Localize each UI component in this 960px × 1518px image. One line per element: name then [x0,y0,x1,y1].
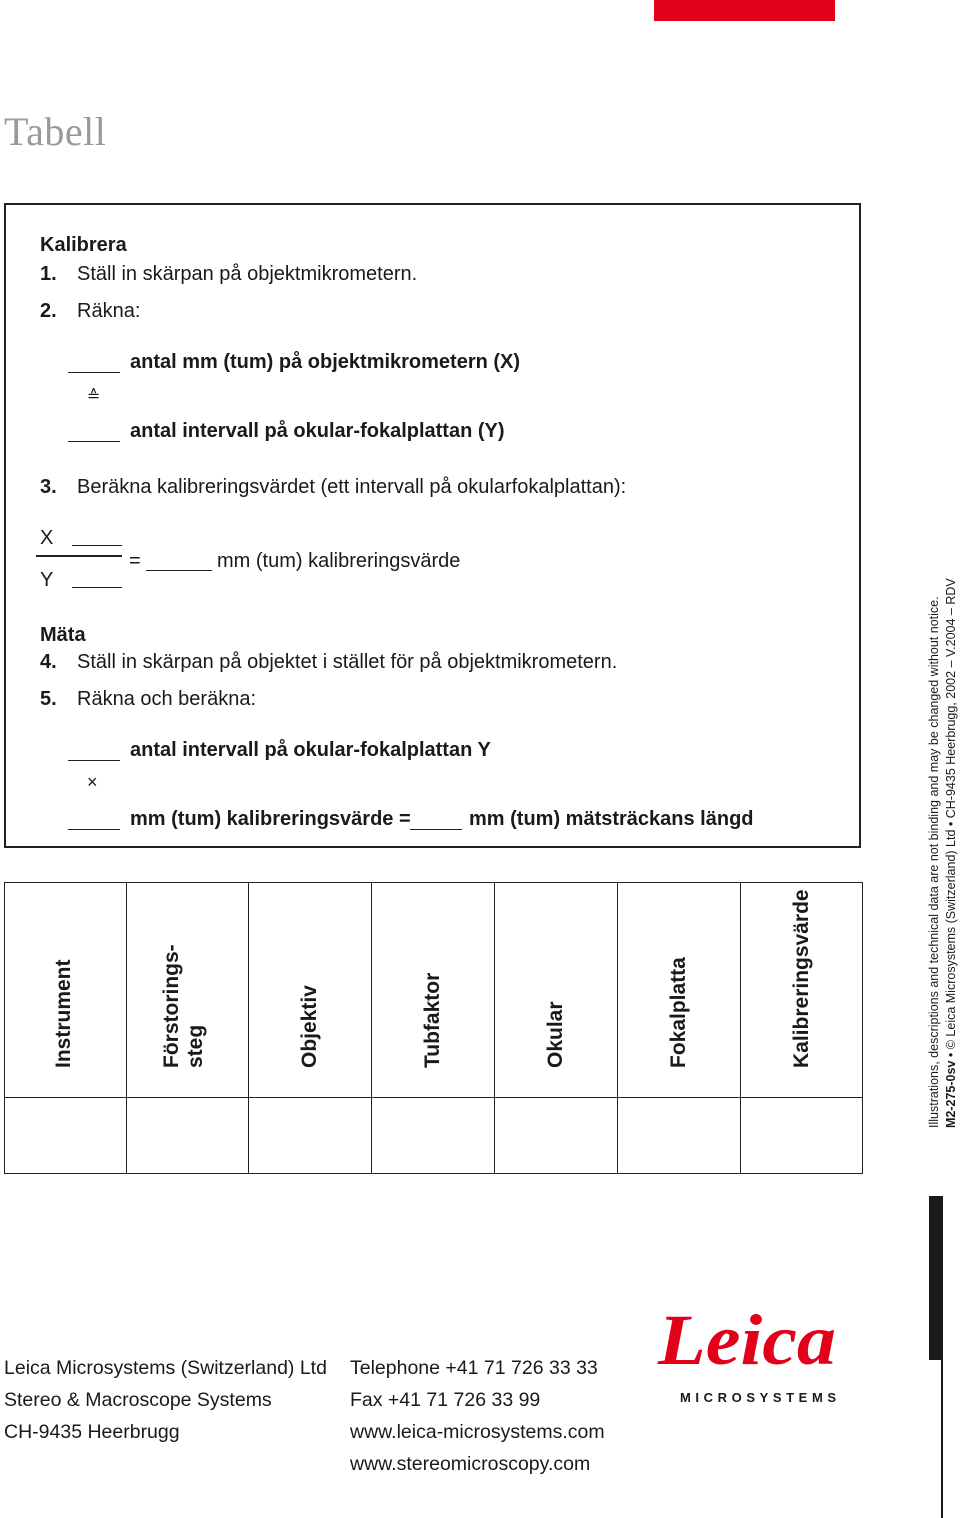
measure-calibration-label: mm (tum) kalibreringsvärde = [130,808,411,830]
line-y-label: antal intervall på okular-fokalplattan (Y) [130,420,505,442]
step-5-text: Räkna och beräkna: [77,688,257,710]
legal-disclaimer: Illustrations, descriptions and technical data are not binding and may be changed without notice. [927,596,941,1128]
column-divider [371,882,372,1174]
blank-x-count [68,372,120,373]
column-header-objective: Objektiv [298,985,321,1068]
equals-sign: = [129,550,141,572]
address-line: CH-9435 Heerbrugg [4,1421,180,1443]
calibrate-heading: Kalibrera [40,234,127,256]
logo-subtitle: MICROSYSTEMS [680,1390,841,1405]
blank-fraction-y [72,587,122,588]
column-header-eyepiece: Okular [544,1001,567,1068]
blank-calibration-value [68,829,120,830]
fraction-y: Y [40,569,54,591]
step-5-number: 5. [40,688,57,710]
measure-heading: Mäta [40,624,86,646]
fraction-x: X [40,527,54,549]
header-row-divider [4,1097,863,1098]
equivalence-symbol: ≙ [87,388,101,405]
website-link[interactable]: www.leica-microsystems.com [350,1421,605,1443]
step-2-number: 2. [40,300,57,322]
step-4-text: Ställ in skärpan på objektet i stället för på objektmikrometern. [77,651,618,673]
calibration-table [4,882,863,1174]
step-4-number: 4. [40,651,57,673]
step-1-number: 1. [40,263,57,285]
side-marker-line [941,1355,943,1518]
step-1-text: Ställ in skärpan på objektmikrometern. [77,263,418,285]
column-header-calibration-value: Kalibreringsvärde [790,889,813,1068]
measured-length-label: mm (tum) mätsträckans längd [469,808,754,830]
calibration-result-label: mm (tum) kalibreringsvärde [217,550,461,572]
telephone: Telephone +41 71 726 33 33 [350,1357,598,1379]
column-divider [617,882,618,1174]
blank-y-count [68,441,120,442]
step-2-text: Räkna: [77,300,141,322]
blank-interval-count [68,760,120,761]
address-line: Stereo & Macroscope Systems [4,1389,272,1411]
measure-line-y-label: antal intervall på okular-fokalplattan Y [130,739,491,761]
column-header-instrument: Instrument [52,959,75,1068]
page-title: Tabell [4,109,107,154]
company-address [4,1352,327,1448]
side-marker-bar [929,1196,943,1360]
blank-fraction-x [72,545,122,546]
column-divider [740,882,741,1174]
column-header-reticle: Fokalplatta [667,957,690,1068]
copyright-text: • © Leica Microsystems (Switzerland) Ltd • CH-9435 Heerbrugg, 2002 – V.2004 – RDV [944,578,958,1061]
step-3-text: Beräkna kalibreringsvärdet (ett intervall på okularfokalplattan): [77,476,627,498]
brand-color-bar [654,0,835,21]
line-x-label: antal mm (tum) på objektmikrometern (X) [130,351,521,373]
leica-logo [650,1290,845,1382]
legal-copyright-line [943,578,960,1128]
company-contact [350,1352,605,1480]
column-header-tube-factor: Tubfaktor [421,972,444,1068]
step-3-number: 3. [40,476,57,498]
fraction-bar [36,555,122,557]
leica-logo-wordmark: Leica [656,1300,836,1380]
fax: Fax +41 71 726 33 99 [350,1389,541,1411]
column-divider [248,882,249,1174]
blank-measured-length [410,829,462,830]
multiplication-symbol: × [87,772,98,792]
column-divider [126,882,127,1174]
website-link[interactable]: www.stereomicroscopy.com [350,1453,591,1475]
document-code: M2-275-0sv [944,1060,958,1128]
address-line: Leica Microsystems (Switzerland) Ltd [4,1357,327,1379]
column-header-magnification-step: Förstorings- steg [160,944,207,1068]
column-divider [494,882,495,1174]
legal-side-note [926,578,960,1128]
blank-calibration-result [146,570,212,571]
